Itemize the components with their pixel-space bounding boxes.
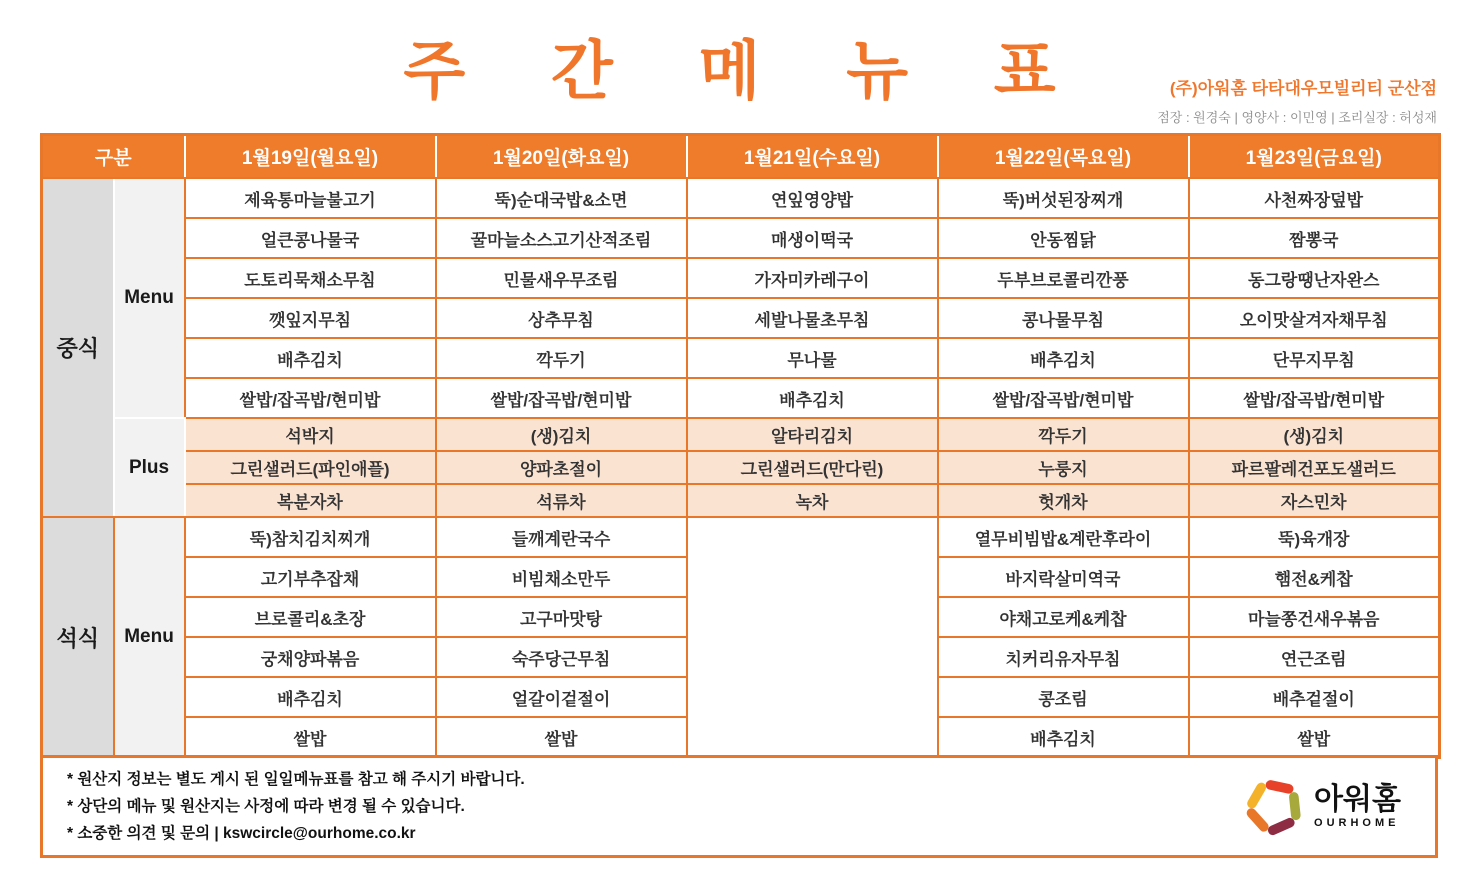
lunch-plus-label: Plus [114,418,185,517]
menu-cell: 안동찜닭 [938,218,1189,258]
date-header-tue: 1월20일(화요일) [436,135,687,179]
logo-text [1314,782,1401,829]
date-header-mon: 1월19일(월요일) [185,135,436,179]
menu-cell: 숙주당근무침 [436,637,687,677]
menu-cell: 뚝)순대국밥&소면 [436,178,687,218]
menu-cell: 무나물 [687,338,938,378]
menu-cell: 쌀밥 [436,717,687,758]
menu-cell: 세발나물초무침 [687,298,938,338]
plus-cell: 복분자차 [185,484,436,517]
menu-cell: 뚝)버섯된장찌개 [938,178,1189,218]
plus-cell: (생)김치 [1189,418,1440,451]
ourhome-pinwheel-icon [1242,775,1306,839]
menu-cell: 연잎영양밥 [687,178,938,218]
menu-cell: 배추김치 [938,717,1189,758]
plus-cell: 누룽지 [938,451,1189,484]
store-name: (주)아워홈 타타대우모빌리티 군산점 [1169,79,1437,98]
table-row [42,484,1440,517]
menu-cell: 두부브로콜리깐풍 [938,258,1189,298]
menu-cell: 햄전&케찹 [1189,557,1440,597]
table-row [42,338,1440,378]
note-line: * 소중한 의견 및 문의 | kswcircle@ourhome.co.kr [67,825,416,843]
note-line: * 원산지 정보는 별도 게시 된 일일메뉴표를 참고 해 주시기 바랍니다. [67,770,525,788]
dinner-menu-label: Menu [114,517,185,758]
menu-cell: 상추무침 [436,298,687,338]
table-row [42,418,1440,451]
menu-cell: 연근조림 [1189,637,1440,677]
menu-cell: 쌀밥/잡곡밥/현미밥 [185,378,436,418]
menu-cell: 비빔채소만두 [436,557,687,597]
menu-cell: 얼갈이겉절이 [436,677,687,717]
menu-cell: 뚝)참치김치찌개 [185,517,436,557]
menu-cell: 고기부추잡채 [185,557,436,597]
menu-cell: 얼큰콩나물국 [185,218,436,258]
menu-cell: 민물새우무조림 [436,258,687,298]
menu-cell: 뚝)육개장 [1189,517,1440,557]
table-row [42,451,1440,484]
dinner-label: 석식 [42,517,114,758]
staff-info: 점장 : 원경숙 | 영양사 : 이민영 | 조리실장 : 허성재 [1157,110,1437,125]
menu-cell: 야채고로케&케찹 [938,597,1189,637]
menu-cell: 짬뽕국 [1189,218,1440,258]
origin-notes [43,766,525,847]
date-header-fri: 1월23일(금요일) [1189,135,1440,179]
footer-notes-box [40,755,1438,858]
store-info [1157,74,1437,126]
menu-cell: 쌀밥 [185,717,436,758]
weekly-menu-table [40,133,1441,759]
menu-cell: 쌀밥/잡곡밥/현미밥 [436,378,687,418]
corner-header: 구분 [42,135,185,179]
menu-cell: 마늘쫑건새우볶음 [1189,597,1440,637]
menu-cell: 열무비빔밥&계란후라이 [938,517,1189,557]
plus-cell: 녹차 [687,484,938,517]
table-row [42,178,1440,218]
note-line: * 상단의 메뉴 및 원산지는 사정에 따라 변경 될 수 있습니다. [67,797,465,815]
table-row [42,218,1440,258]
menu-cell: 배추김치 [938,338,1189,378]
menu-cell: 제육통마늘불고기 [185,178,436,218]
menu-cell: 배추김치 [185,677,436,717]
menu-cell: 바지락살미역국 [938,557,1189,597]
table-row [42,258,1440,298]
plus-cell: 그린샐러드(만다린) [687,451,938,484]
ourhome-logo [1242,775,1401,839]
table-row [42,378,1440,418]
plus-cell: 자스민차 [1189,484,1440,517]
menu-cell: 브로콜리&초장 [185,597,436,637]
menu-cell: 단무지무침 [1189,338,1440,378]
date-header-wed: 1월21일(수요일) [687,135,938,179]
menu-cell: 배추김치 [185,338,436,378]
plus-cell: 알타리김치 [687,418,938,451]
menu-cell: 쌀밥 [1189,717,1440,758]
plus-cell: 헛개차 [938,484,1189,517]
menu-cell: 콩나물무침 [938,298,1189,338]
menu-cell: 동그랑땡난자완스 [1189,258,1440,298]
table-row [42,298,1440,338]
menu-cell: 치커리유자무침 [938,637,1189,677]
menu-cell: 쌀밥/잡곡밥/현미밥 [938,378,1189,418]
menu-cell: 깍두기 [436,338,687,378]
plus-cell: 깍두기 [938,418,1189,451]
menu-cell: 쌀밥/잡곡밥/현미밥 [1189,378,1440,418]
menu-cell: 궁채양파볶음 [185,637,436,677]
menu-cell: 콩조림 [938,677,1189,717]
menu-cell: 가자미카레구이 [687,258,938,298]
menu-cell: 사천짜장덮밥 [1189,178,1440,218]
plus-cell: 양파초절이 [436,451,687,484]
menu-cell: 깻잎지무침 [185,298,436,338]
plus-cell: 파르팔레건포도샐러드 [1189,451,1440,484]
menu-cell: 꿀마늘소스고기산적조림 [436,218,687,258]
logo-english-name: OURHOME [1314,816,1400,829]
plus-cell: (생)김치 [436,418,687,451]
plus-cell: 그린샐러드(파인애플) [185,451,436,484]
menu-cell: 들깨계란국수 [436,517,687,557]
header-row [42,135,1440,179]
menu-cell: 고구마맛탕 [436,597,687,637]
table-row [42,517,1440,557]
plus-cell: 석박지 [185,418,436,451]
lunch-menu-label: Menu [114,178,185,418]
menu-cell: 매생이떡국 [687,218,938,258]
plus-cell: 석류차 [436,484,687,517]
page-title: 주 간 메 뉴 표 [403,35,1090,107]
menu-cell: 배추겉절이 [1189,677,1440,717]
date-header-thu: 1월22일(목요일) [938,135,1189,179]
menu-cell: 오이맛살겨자채무침 [1189,298,1440,338]
menu-cell-empty [687,517,938,758]
menu-cell: 배추김치 [687,378,938,418]
logo-korean-name: 아워홈 [1314,782,1401,816]
lunch-label: 중식 [42,178,114,517]
menu-cell: 도토리묵채소무침 [185,258,436,298]
